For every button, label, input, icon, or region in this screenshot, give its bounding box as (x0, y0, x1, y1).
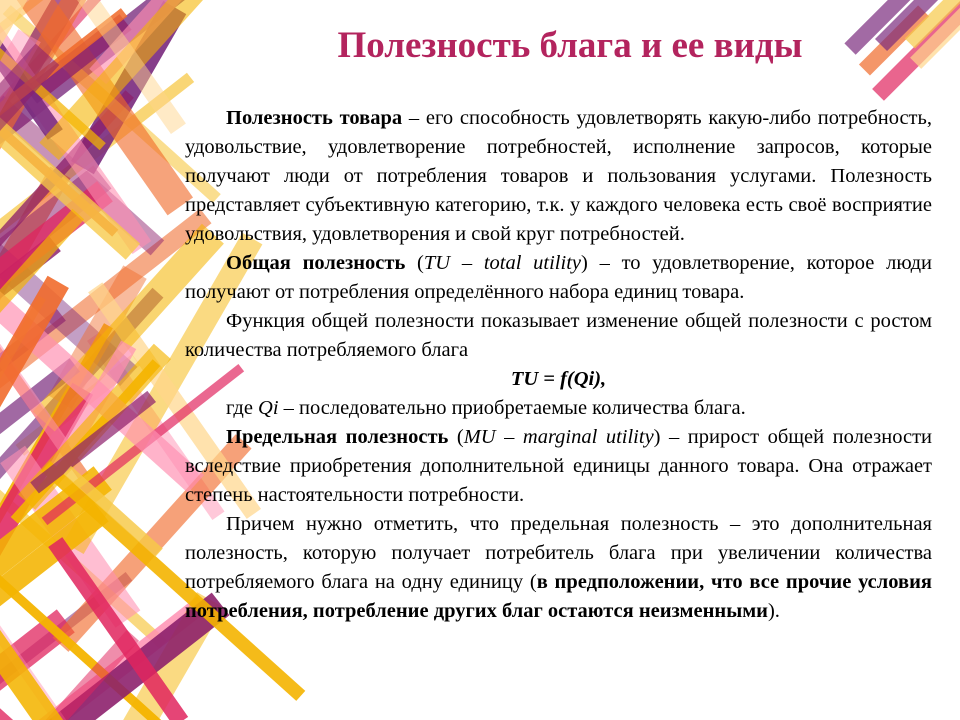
qi-prefix: где (226, 397, 259, 419)
paragraph-total-utility (185, 249, 932, 307)
formula-tu: TU = f(Qi), (510, 368, 607, 390)
total-utility-abbr: TU – total utility (423, 252, 581, 274)
total-utility-open: ( (405, 252, 424, 274)
marginal-note-assumption: в предположении, что все прочие условия потребления, потребление других благ остаются неизменными (185, 571, 932, 622)
marginal-utility-abbr: MU – marginal utility (463, 426, 654, 448)
qi-variable: Qi (258, 397, 279, 419)
term-utility: Полезность товара (226, 107, 403, 129)
paragraph-marginal-utility (185, 423, 932, 510)
paragraph-marginal-note (185, 510, 932, 626)
marginal-note-text: Причем нужно отметить, что предельная полезность – это дополнительная полезность, которую получает потребитель блага при увеличении количества потребляемого блага на одну единицу ( (185, 513, 932, 593)
marginal-utility-open: ( (448, 426, 464, 448)
marginal-note-close: ). (767, 600, 780, 622)
qi-text: – последовательно приобретаемые количества блага. (278, 397, 746, 419)
paragraph-utility-function: Функция общей полезности показывает изменение общей полезности с ростом количества потребляемого блага (185, 310, 932, 361)
utility-definition-text: – его способность удовлетворять какую-либо потребность, удовольствие, удовлетворение потребностей, исполнение запросов, которые получают люди от потребления товаров и пользования услугами. Полезность представляет субъективную категорию, т.к. у каждого человека есть своё восприятие удовольствия, удовлетворения и свой круг потребностей. (185, 107, 932, 245)
paragraph-qi-note (185, 394, 932, 423)
paragraph-utility-definition (185, 104, 932, 249)
slide-title: Полезность блага и ее виды (337, 25, 803, 66)
marginal-utility-text: ) – прирост общей полезности вследствие приобретения дополнительной единицы данного товара. Она отражает степень настоятельности потребности. (185, 426, 933, 506)
slide-body (185, 104, 932, 626)
total-utility-text: ) – то удовлетворение, которое люди получают от потребления определённого набора единиц товара. (185, 252, 932, 303)
term-total-utility: Общая полезность (226, 252, 406, 274)
term-marginal-utility: Предельная полезность (226, 426, 449, 448)
